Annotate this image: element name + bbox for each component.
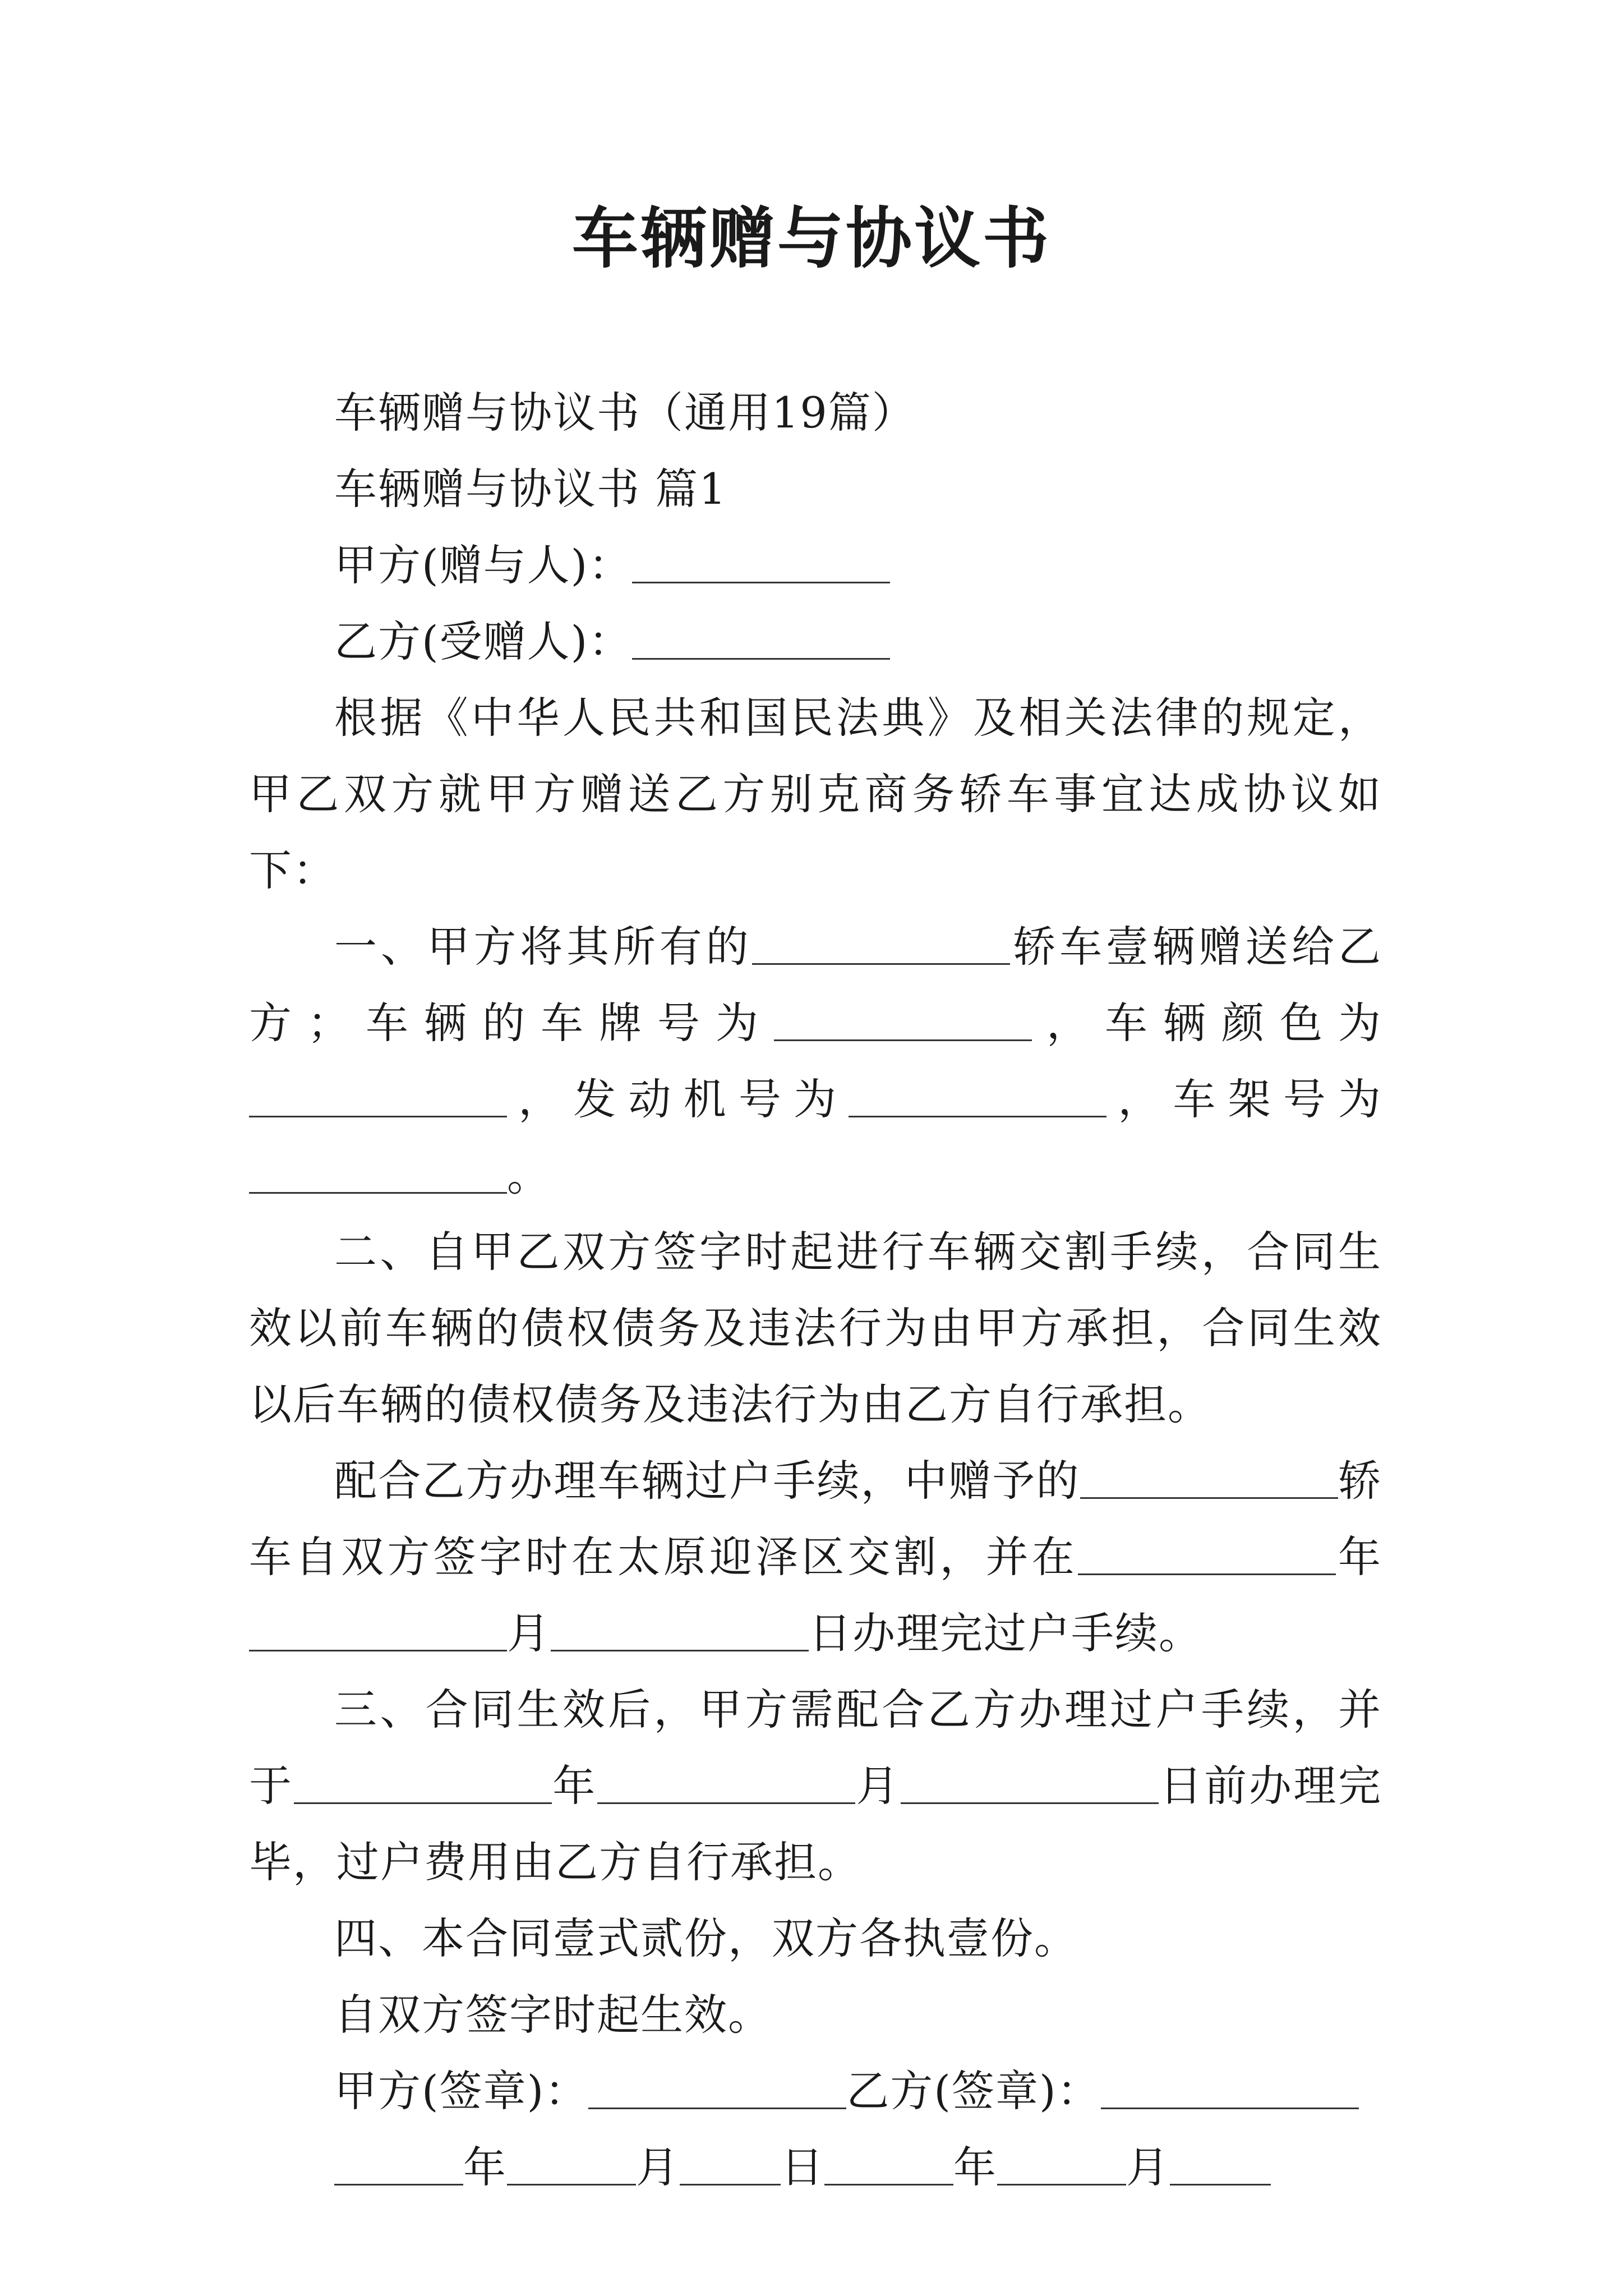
month-blank <box>597 1769 855 1804</box>
engine-number-blank <box>849 1082 1106 1117</box>
party-a-year-blank <box>334 2150 463 2185</box>
clause-2b <box>249 1443 1382 1672</box>
vehicle-color-blank <box>249 1082 507 1117</box>
clause-1-text: ，车架号为 <box>1106 1074 1382 1124</box>
clause-1-text: 轿车壹辆赠送给乙方；车辆的车牌号为 <box>249 922 1382 1048</box>
clause-2: 二、自甲乙双方签字时起进行车辆交割手续，合同生效以前车辆的债权债务及违法行为由甲方承担，合同生效以后车辆的债权债务及违法行为由乙方自行承担。 <box>249 1227 1382 1429</box>
clause-1-text: 一、甲方将其所有的 <box>334 922 753 972</box>
signature-line <box>249 2053 1382 2129</box>
clause-1-text: ，车辆颜色为 <box>1032 998 1382 1048</box>
month-label: 月 <box>1126 2142 1170 2192</box>
clause-1 <box>249 909 1382 1214</box>
vehicle-model-blank <box>752 930 1010 965</box>
intro-paragraph: 根据《中华人民共和国民法典》及相关法律的规定，甲乙双方就甲方赠送乙方别克商务轿车事宜达成协议如下： <box>249 693 1382 895</box>
party-b-year-blank <box>824 2150 953 2185</box>
clause-2b-text: 日办理完过户手续。 <box>809 1608 1202 1658</box>
clause-3-text: 月 <box>855 1761 901 1811</box>
clause-1-text: ，发动机号为 <box>507 1074 849 1124</box>
clause-2b-text: 月 <box>507 1608 551 1658</box>
year-blank <box>1078 1540 1336 1575</box>
gift-vehicle-blank <box>1080 1464 1338 1499</box>
party-b-blank <box>632 624 890 660</box>
party-b-signature-label: 乙方(签章)： <box>846 2066 1101 2116</box>
party-a-blank <box>632 548 890 583</box>
clause-4: 四、本合同壹式贰份，双方各执壹份。 <box>334 1913 1078 1963</box>
party-a-signature-blank <box>588 2074 846 2109</box>
clause-3-text: 年 <box>551 1761 597 1811</box>
clause-3-text: 三、合同生效后，甲方需配合乙方办理过户手续，并于 <box>249 1685 1382 1811</box>
plate-number-blank <box>774 1006 1032 1041</box>
vin-blank <box>249 1158 507 1194</box>
clause-1-text: 。 <box>507 1151 551 1200</box>
document-body <box>249 375 1382 2206</box>
year-label: 年 <box>953 2142 997 2192</box>
day-blank <box>901 1769 1159 1804</box>
party-a-line <box>249 527 1382 604</box>
heading-collection: 车辆赠与协议书（通用19篇） <box>334 388 916 438</box>
date-line <box>249 2129 1382 2206</box>
clause-2b-text: 年 <box>1335 1532 1382 1582</box>
month-blank <box>249 1616 507 1651</box>
party-b-month-blank <box>997 2150 1126 2185</box>
party-a-day-blank <box>680 2150 781 2185</box>
clause-3-text: 日前办理完毕，过户费用由乙方自行承担。 <box>249 1761 1382 1887</box>
party-a-signature-label: 甲方(签章)： <box>334 2066 589 2116</box>
party-b-label: 乙方(受赠人)： <box>334 616 633 666</box>
year-blank <box>294 1769 552 1804</box>
month-label: 月 <box>636 2142 680 2192</box>
clause-3 <box>249 1672 1382 1901</box>
day-blank <box>551 1616 809 1651</box>
clause-2b-text: 配合乙方办理车辆过户手续，中赠予的 <box>334 1456 1080 1506</box>
party-b-signature-blank <box>1101 2074 1359 2109</box>
party-a-label: 甲方(赠与人)： <box>334 540 633 590</box>
party-a-month-blank <box>507 2150 636 2185</box>
heading-part: 车辆赠与协议书 篇1 <box>334 464 727 514</box>
year-label: 年 <box>463 2142 507 2192</box>
party-b-day-blank <box>1170 2150 1271 2185</box>
day-label: 日 <box>781 2142 824 2192</box>
party-b-line <box>249 604 1382 680</box>
clause-2b-text: 轿车自双方签字时在太原迎泽区交割，并在 <box>249 1456 1382 1582</box>
clause-5: 自双方签字时起生效。 <box>334 1990 772 2040</box>
document-title: 车辆赠与协议书 <box>571 199 1051 277</box>
